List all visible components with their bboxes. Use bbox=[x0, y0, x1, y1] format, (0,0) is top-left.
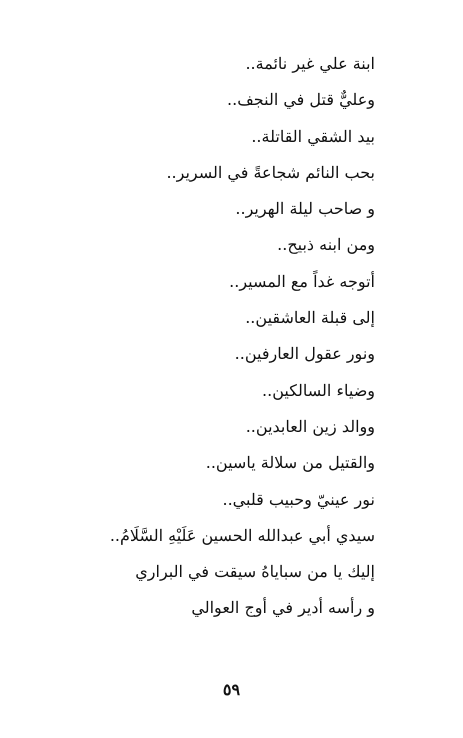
page-number: ٥٩ bbox=[222, 680, 241, 699]
verse-line: أتوجه غداً مع المسير.. bbox=[229, 271, 375, 291]
verse-line: وضياء السالكين.. bbox=[262, 380, 375, 400]
verse-line: بحب النائم شجاعةً في السرير.. bbox=[166, 162, 375, 182]
verse-line: إليك يا من سباياهُ سيقت في البراري bbox=[135, 562, 375, 582]
poem-verses bbox=[75, 46, 375, 627]
verse-line: والقتيل من سلالة ياسين.. bbox=[205, 453, 375, 473]
verse-line: ومن ابنه ذبيح.. bbox=[277, 235, 375, 255]
verse-line: نور عينيّ وحبيب قلبي.. bbox=[222, 489, 375, 509]
verse-line: و رأسه أدير في أوج العوالي bbox=[191, 598, 375, 618]
verse-line: سيدي أبي عبدالله الحسين عَلَيْهِ السَّلَامُ.. bbox=[109, 525, 375, 545]
verse-line: ووالد زين العابدين.. bbox=[245, 416, 375, 436]
verse-line: وعليٌّ قتل في النجف.. bbox=[227, 90, 375, 110]
verse-line: إلى قبلة العاشقين.. bbox=[245, 308, 375, 328]
verse-line: ونور عقول العارفين.. bbox=[234, 344, 375, 364]
verse-line: و صاحب ليلة الهرير.. bbox=[235, 199, 375, 219]
verse-line: بيد الشقي القاتلة.. bbox=[251, 126, 375, 146]
verse-line: ابنة علي غير نائمة.. bbox=[245, 54, 375, 73]
